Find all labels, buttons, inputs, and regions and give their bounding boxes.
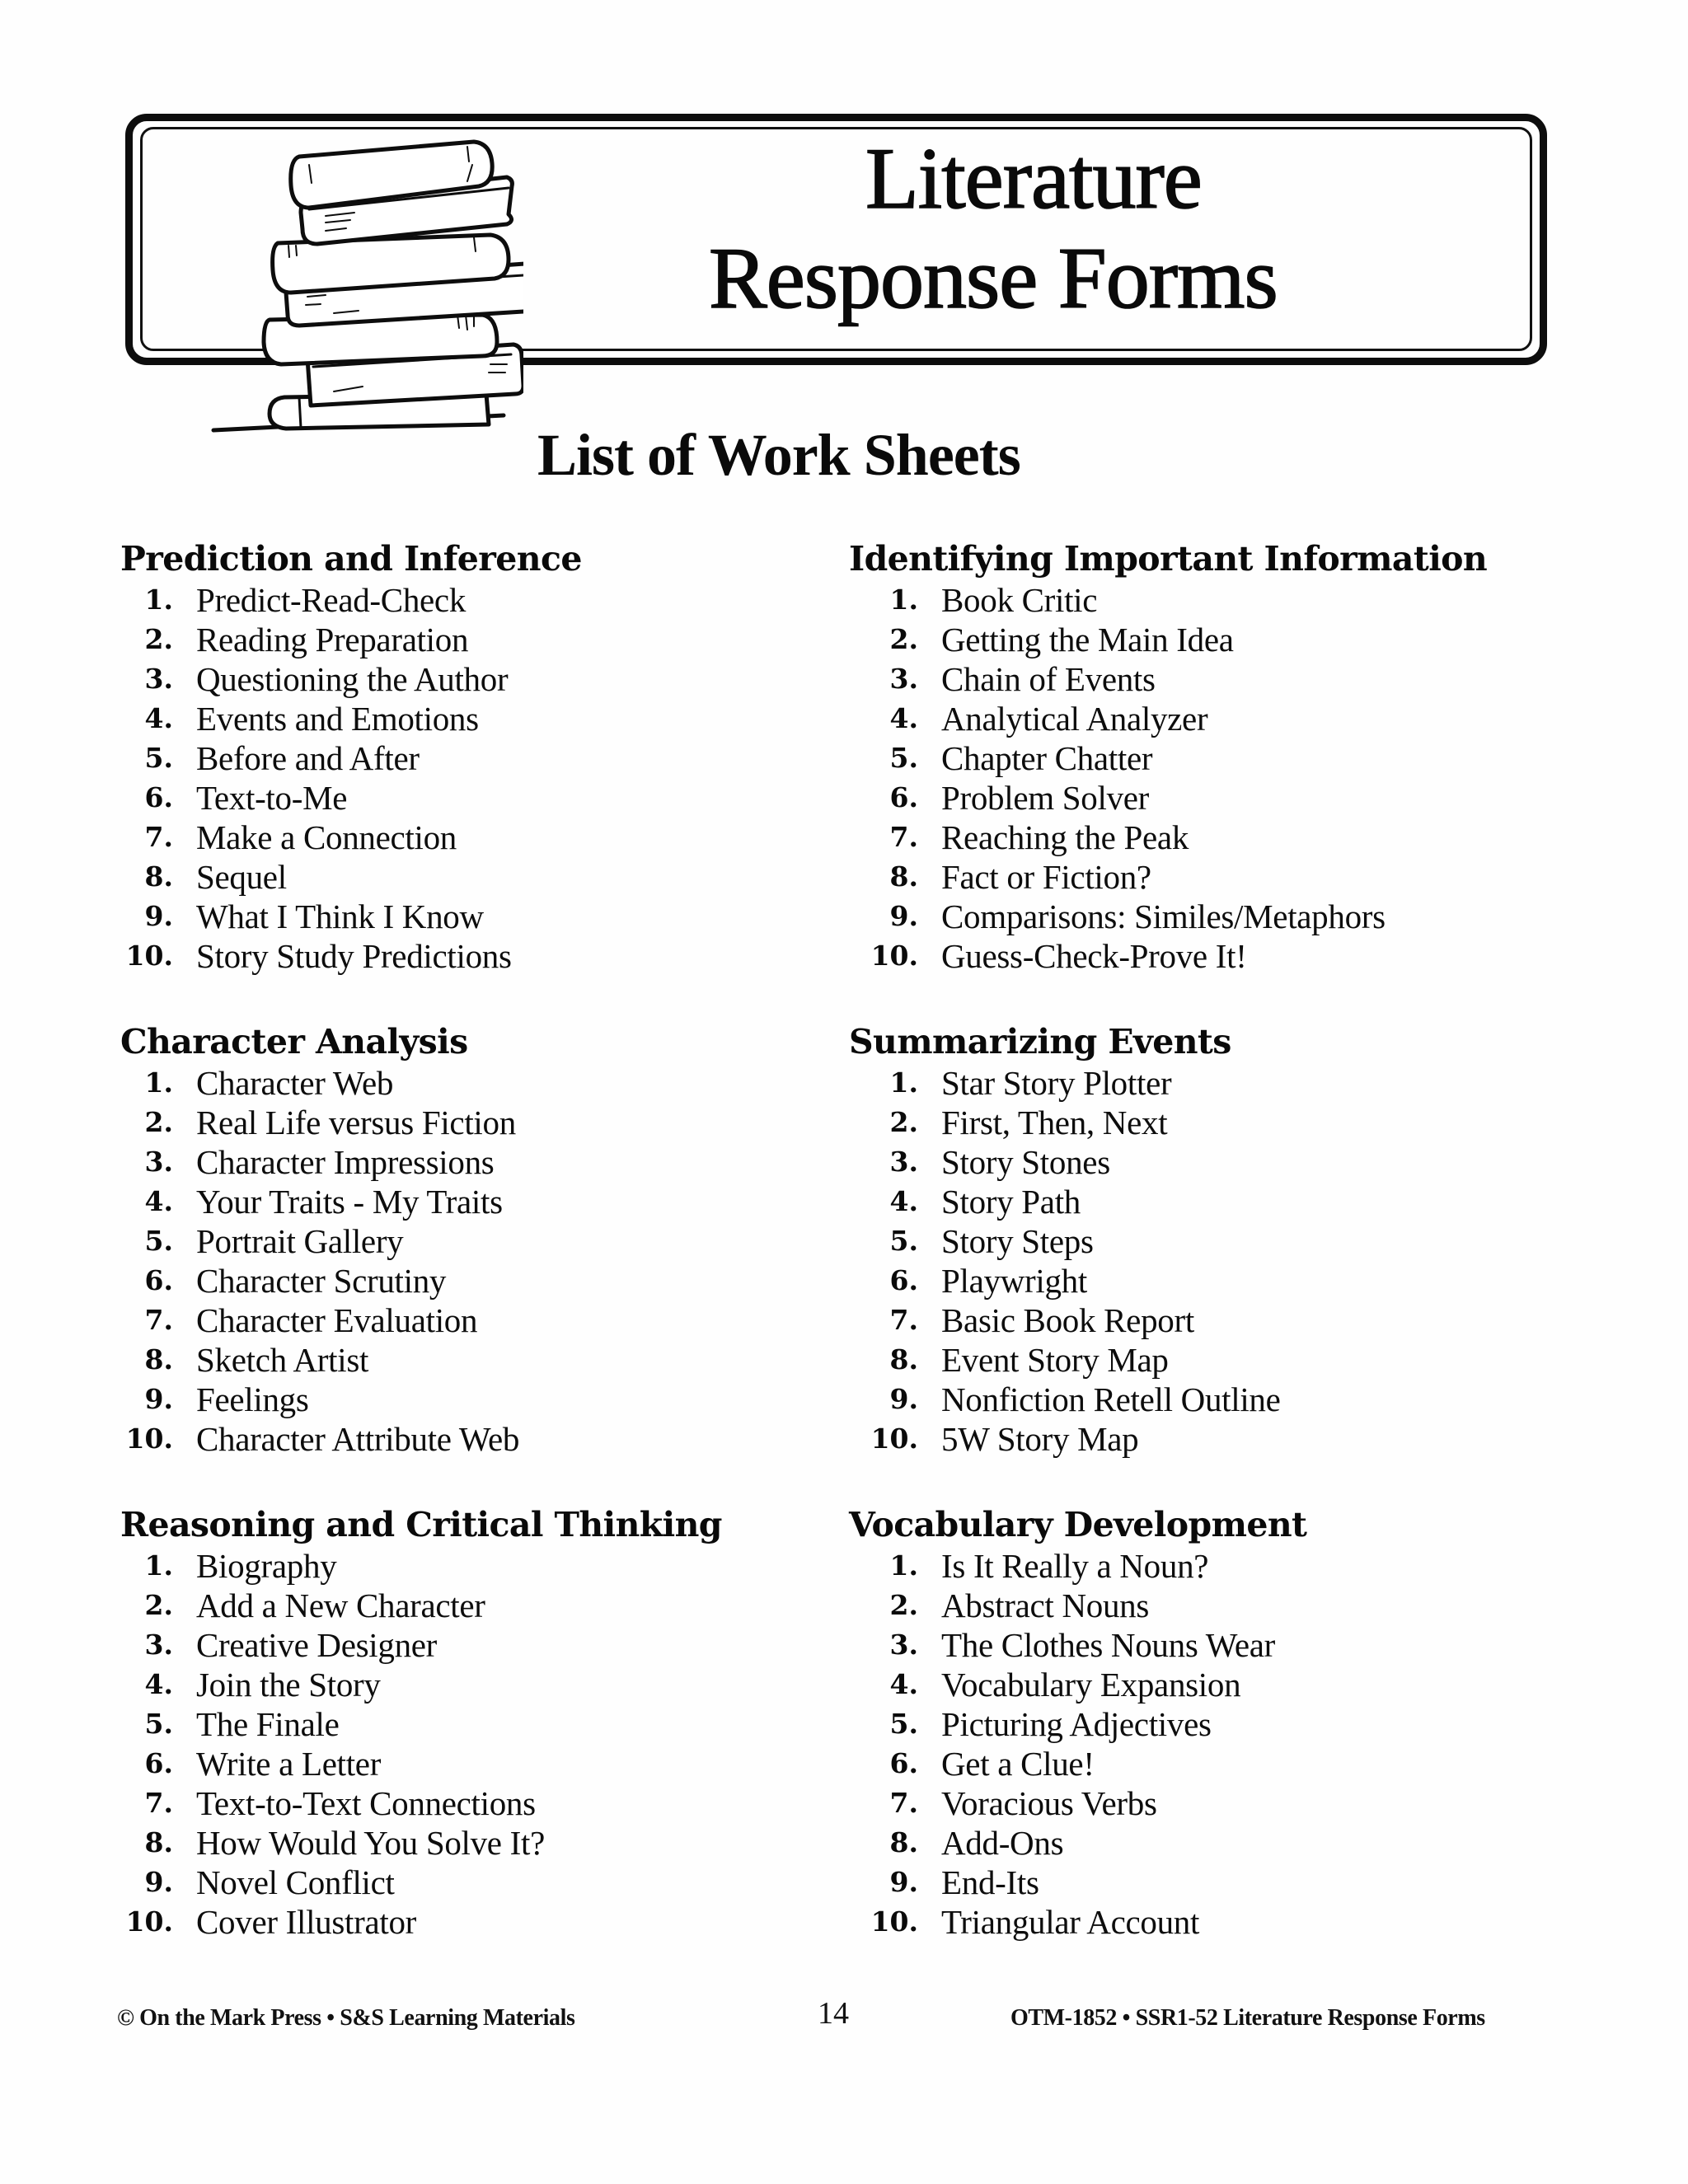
item-label: Get a Clue! — [941, 1745, 1095, 1783]
item-number: 8. — [144, 1343, 173, 1376]
list-item — [865, 1586, 1558, 1625]
item-label: The Finale — [196, 1705, 340, 1743]
section-heading: Reasoning and Critical Thinking — [120, 1505, 722, 1544]
item-label: First, Then, Next — [941, 1104, 1168, 1141]
item-number: 5. — [144, 742, 173, 774]
item-number: 5. — [889, 1708, 918, 1740]
item-number: 4. — [889, 1185, 918, 1217]
item-label: Your Traits - My Traits — [196, 1183, 503, 1221]
list-item — [120, 1419, 829, 1459]
footer-copyright: © On the Mark Press • S&S Learning Materials — [117, 2005, 575, 2031]
item-number: 3. — [889, 1629, 918, 1661]
item-label: Text-to-Me — [196, 779, 348, 817]
item-number: 3. — [144, 1629, 173, 1661]
item-label: Feelings — [196, 1380, 309, 1418]
list-item — [865, 1142, 1558, 1182]
item-label: Portrait Gallery — [196, 1222, 404, 1260]
worksheet-list — [120, 580, 829, 976]
list-item — [120, 1783, 829, 1823]
item-label: Picturing Adjectives — [941, 1705, 1212, 1743]
item-number: 3. — [144, 663, 173, 695]
page-title-line-1: Literature — [865, 130, 1202, 227]
item-number: 2. — [144, 1106, 173, 1138]
list-item — [865, 1340, 1558, 1380]
section-vocabulary-development — [849, 1503, 1558, 1942]
item-number: 7. — [889, 821, 918, 853]
item-label: Character Impressions — [196, 1143, 495, 1181]
item-number: 4. — [144, 702, 173, 734]
item-number: 1. — [144, 1066, 173, 1099]
item-label: Analytical Analyzer — [941, 700, 1208, 738]
item-number: 1. — [889, 583, 918, 616]
item-label: Text-to-Text Connections — [196, 1784, 536, 1822]
list-item — [865, 1103, 1558, 1142]
list-item — [865, 1704, 1558, 1744]
section-prediction-and-inference — [120, 537, 829, 976]
section-character-analysis — [120, 1020, 829, 1459]
list-item — [865, 1261, 1558, 1301]
item-number: 8. — [889, 1343, 918, 1376]
item-label: Story Path — [941, 1183, 1081, 1221]
item-number: 6. — [144, 781, 173, 813]
item-label: Getting the Main Idea — [941, 621, 1234, 658]
item-number: 8. — [889, 1826, 918, 1858]
item-label: Event Story Map — [941, 1341, 1169, 1379]
item-number: 6. — [889, 781, 918, 813]
item-number: 7. — [144, 1787, 173, 1819]
list-item — [865, 1744, 1558, 1783]
worksheet-list — [120, 1546, 829, 1942]
item-number: 2. — [144, 1589, 173, 1621]
worksheet-list — [865, 1063, 1558, 1459]
list-item — [865, 1823, 1558, 1863]
list-item — [120, 1744, 829, 1783]
list-item — [120, 1625, 829, 1665]
item-number: 5. — [889, 1225, 918, 1257]
item-number: 6. — [889, 1264, 918, 1296]
item-label: The Clothes Nouns Wear — [941, 1626, 1275, 1664]
page-title-line-2: Response Forms — [709, 230, 1278, 326]
list-item — [865, 1221, 1558, 1261]
item-number: 9. — [889, 1866, 918, 1898]
item-number: 5. — [144, 1708, 173, 1740]
section-identifying-important-information — [849, 537, 1558, 976]
item-number: 8. — [144, 1826, 173, 1858]
list-item — [120, 936, 829, 976]
list-item — [120, 1142, 829, 1182]
item-label: Join the Story — [196, 1666, 381, 1704]
item-number: 10. — [125, 1422, 173, 1455]
item-label: Voracious Verbs — [941, 1784, 1157, 1822]
list-item — [120, 1301, 829, 1340]
item-label: 5W Story Map — [941, 1420, 1139, 1458]
item-number: 10. — [125, 1905, 173, 1938]
item-label: Add a New Character — [196, 1586, 485, 1624]
item-label: Story Stones — [941, 1143, 1110, 1181]
item-number: 10. — [870, 1422, 918, 1455]
section-reasoning-and-critical-thinking — [120, 1503, 829, 1942]
list-item — [865, 897, 1558, 936]
item-number: 4. — [144, 1668, 173, 1700]
list-item — [120, 659, 829, 699]
list-item — [120, 1221, 829, 1261]
list-item — [865, 1625, 1558, 1665]
list-item — [120, 857, 829, 897]
item-number: 3. — [889, 663, 918, 695]
list-item — [865, 818, 1558, 857]
item-label: Write a Letter — [196, 1745, 382, 1783]
item-number: 3. — [144, 1146, 173, 1178]
list-item — [865, 620, 1558, 659]
item-label: Story Study Predictions — [196, 937, 512, 975]
item-number: 1. — [144, 583, 173, 616]
list-item — [865, 1419, 1558, 1459]
item-label: Reading Preparation — [196, 621, 469, 658]
list-item — [120, 1665, 829, 1704]
item-number: 1. — [889, 1066, 918, 1099]
item-label: Triangular Account — [941, 1903, 1200, 1941]
list-item — [865, 699, 1558, 738]
list-item — [865, 659, 1558, 699]
item-number: 9. — [144, 1866, 173, 1898]
item-label: Comparisons: Similes/Metaphors — [941, 898, 1386, 935]
book-stack-icon — [210, 132, 523, 437]
item-number: 2. — [889, 1589, 918, 1621]
item-number: 2. — [889, 623, 918, 655]
list-item — [865, 1182, 1558, 1221]
item-number: 6. — [144, 1264, 173, 1296]
item-label: Creative Designer — [196, 1626, 438, 1664]
section-heading: Summarizing Events — [849, 1022, 1231, 1062]
item-label: Before and After — [196, 739, 420, 777]
item-label: Character Attribute Web — [196, 1420, 520, 1458]
list-item — [120, 818, 829, 857]
worksheet-list — [865, 1546, 1558, 1942]
list-title: List of Work Sheets — [537, 422, 1020, 488]
item-number: 1. — [144, 1549, 173, 1582]
item-label: Nonfiction Retell Outline — [941, 1380, 1281, 1418]
section-heading: Character Analysis — [120, 1022, 468, 1062]
item-number: 4. — [889, 1668, 918, 1700]
list-item — [120, 699, 829, 738]
item-label: Vocabulary Expansion — [941, 1666, 1241, 1704]
item-number: 4. — [144, 1185, 173, 1217]
item-label: Events and Emotions — [196, 700, 479, 738]
list-item — [865, 936, 1558, 976]
item-number: 4. — [889, 702, 918, 734]
item-number: 9. — [144, 1383, 173, 1415]
list-item — [120, 1340, 829, 1380]
item-label: Biography — [196, 1547, 337, 1585]
list-item — [865, 1665, 1558, 1704]
list-item — [865, 1902, 1558, 1942]
item-label: Predict-Read-Check — [196, 581, 467, 619]
item-number: 5. — [889, 742, 918, 774]
item-label: Book Critic — [941, 581, 1098, 619]
section-heading: Identifying Important Information — [849, 539, 1488, 579]
item-label: Chain of Events — [941, 660, 1156, 698]
list-item — [865, 1063, 1558, 1103]
list-item — [120, 1380, 829, 1419]
item-number: 8. — [889, 860, 918, 893]
item-label: Abstract Nouns — [941, 1586, 1150, 1624]
item-label: Problem Solver — [941, 779, 1150, 817]
worksheet-list — [865, 580, 1558, 976]
item-label: Basic Book Report — [941, 1301, 1194, 1339]
item-label: Is It Really a Noun? — [941, 1547, 1209, 1585]
section-heading: Vocabulary Development — [849, 1505, 1307, 1544]
list-item — [865, 778, 1558, 818]
item-label: Sequel — [196, 858, 287, 896]
list-item — [120, 620, 829, 659]
item-label: Character Web — [196, 1064, 394, 1102]
item-number: 9. — [889, 900, 918, 932]
list-item — [865, 1380, 1558, 1419]
item-label: Real Life versus Fiction — [196, 1104, 516, 1141]
item-number: 1. — [889, 1549, 918, 1582]
list-item — [120, 1546, 829, 1586]
item-number: 6. — [144, 1747, 173, 1779]
item-number: 7. — [144, 1304, 173, 1336]
list-item — [120, 1704, 829, 1744]
item-label: Chapter Chatter — [941, 739, 1153, 777]
item-label: Make a Connection — [196, 818, 457, 856]
item-number: 10. — [870, 940, 918, 972]
list-item — [865, 857, 1558, 897]
list-item — [865, 1783, 1558, 1823]
item-label: Reaching the Peak — [941, 818, 1189, 856]
list-item — [120, 778, 829, 818]
list-item — [120, 738, 829, 778]
item-label: Character Evaluation — [196, 1301, 478, 1339]
item-label: Star Story Plotter — [941, 1064, 1172, 1102]
item-number: 2. — [889, 1106, 918, 1138]
item-number: 3. — [889, 1146, 918, 1178]
item-label: Novel Conflict — [196, 1863, 395, 1901]
item-label: Playwright — [941, 1262, 1087, 1300]
section-heading: Prediction and Inference — [120, 539, 582, 579]
item-label: Sketch Artist — [196, 1341, 369, 1379]
section-summarizing-events — [849, 1020, 1558, 1459]
list-item — [865, 1546, 1558, 1586]
item-number: 9. — [144, 900, 173, 932]
item-number: 9. — [889, 1383, 918, 1415]
item-label: Questioning the Author — [196, 660, 509, 698]
item-label: What I Think I Know — [196, 898, 484, 935]
list-item — [120, 1261, 829, 1301]
item-label: End-Its — [941, 1863, 1039, 1901]
item-label: Story Steps — [941, 1222, 1094, 1260]
list-item — [865, 580, 1558, 620]
footer-product-code: OTM-1852 • SSR1-52 Literature Response Forms — [1010, 2005, 1485, 2031]
list-item — [120, 1063, 829, 1103]
list-item — [120, 1863, 829, 1902]
item-number: 7. — [144, 821, 173, 853]
item-label: Cover Illustrator — [196, 1903, 417, 1941]
item-label: Fact or Fiction? — [941, 858, 1151, 896]
item-number: 2. — [144, 623, 173, 655]
worksheet-list — [120, 1063, 829, 1459]
list-item — [120, 580, 829, 620]
item-number: 7. — [889, 1787, 918, 1819]
list-item — [120, 1823, 829, 1863]
item-number: 7. — [889, 1304, 918, 1336]
list-item — [120, 1103, 829, 1142]
list-item — [120, 1586, 829, 1625]
list-item — [120, 1902, 829, 1942]
item-number: 5. — [144, 1225, 173, 1257]
list-item — [120, 1182, 829, 1221]
list-item — [120, 897, 829, 936]
item-number: 8. — [144, 860, 173, 893]
item-number: 6. — [889, 1747, 918, 1779]
list-item — [865, 1863, 1558, 1902]
item-label: How Would You Solve It? — [196, 1824, 545, 1862]
item-number: 10. — [125, 940, 173, 972]
list-item — [865, 738, 1558, 778]
item-label: Character Scrutiny — [196, 1262, 447, 1300]
item-label: Add-Ons — [941, 1824, 1064, 1862]
list-item — [865, 1301, 1558, 1340]
page-number: 14 — [818, 1996, 849, 2031]
item-number: 10. — [870, 1905, 918, 1938]
item-label: Guess-Check-Prove It! — [941, 937, 1247, 975]
